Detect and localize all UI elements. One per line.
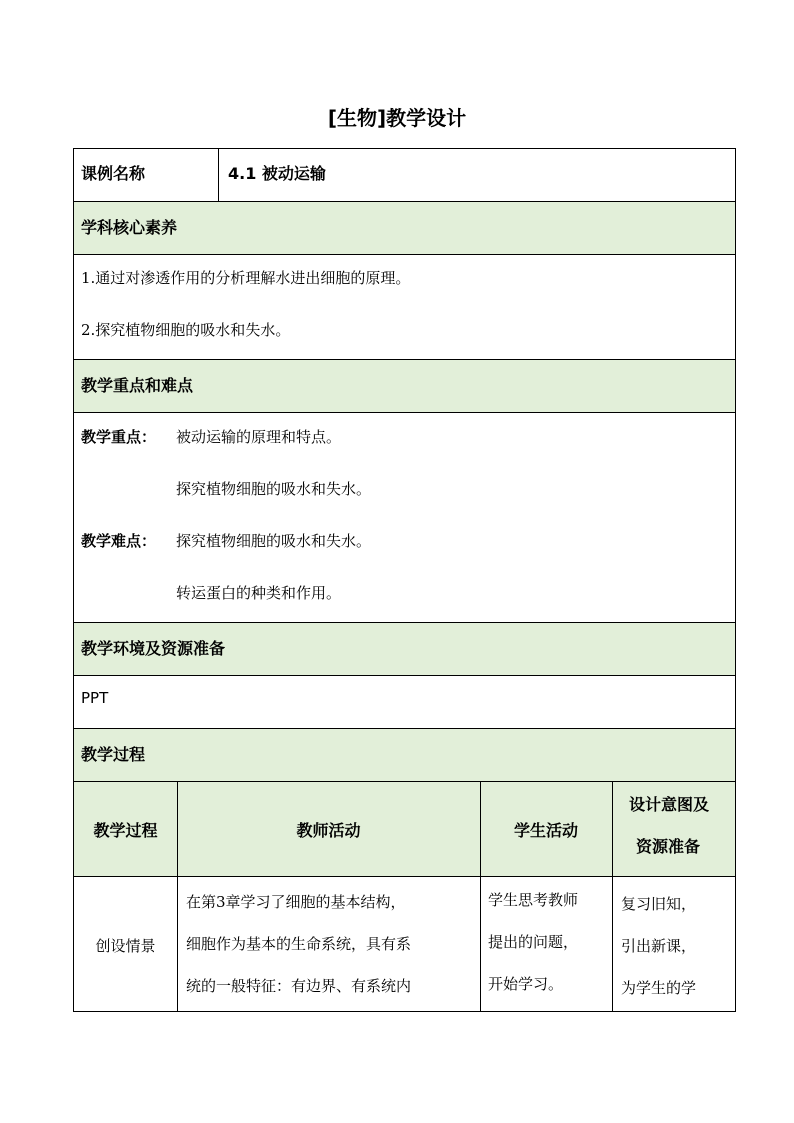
student-line-1: 学生思考教师 bbox=[488, 891, 579, 909]
lesson-value: 4.1 被动运输 bbox=[228, 164, 326, 183]
environment-value: PPT bbox=[81, 689, 109, 707]
difficulty-item-2: 转运蛋白的种类和作用。 bbox=[176, 584, 342, 602]
process-heading-row bbox=[73, 728, 736, 781]
col-intent-line2: 资源准备 bbox=[636, 837, 701, 856]
page-title: [生物]教学设计 bbox=[327, 106, 467, 130]
literacy-heading: 学科核心素养 bbox=[81, 218, 178, 237]
environment-content-row bbox=[73, 675, 736, 728]
difficulty-item-1: 探究植物细胞的吸水和失水。 bbox=[176, 532, 372, 550]
literacy-item-1: 1.通过对渗透作用的分析理解水进出细胞的原理。 bbox=[81, 269, 411, 287]
lesson-row bbox=[73, 148, 736, 201]
lesson-label: 课例名称 bbox=[81, 164, 146, 183]
keypoints-content-row bbox=[73, 412, 736, 622]
student-line-2: 提出的问题， bbox=[488, 933, 579, 951]
col-intent-line1: 设计意图及 bbox=[629, 795, 710, 814]
student-line-3: 开始学习。 bbox=[488, 975, 564, 993]
process-row bbox=[73, 876, 736, 1012]
difficulty-label: 教学难点： bbox=[81, 532, 157, 550]
keypoints-heading: 教学重点和难点 bbox=[81, 376, 194, 395]
intent-line-3: 为学生的学 bbox=[621, 979, 697, 997]
teacher-line-1: 在第3章学习了细胞的基本结构， bbox=[186, 893, 406, 911]
teacher-line-2: 细胞作为基本的生命系统，具有系 bbox=[186, 935, 412, 953]
focus-item-1: 被动运输的原理和特点。 bbox=[176, 428, 342, 446]
environment-heading: 教学环境及资源准备 bbox=[81, 639, 226, 658]
process-heading: 教学过程 bbox=[81, 745, 146, 764]
col-student: 学生活动 bbox=[513, 821, 578, 840]
keypoints-heading-row bbox=[73, 359, 736, 412]
stage-cell: 创设情景 bbox=[95, 936, 156, 955]
focus-label: 教学重点： bbox=[81, 428, 157, 446]
literacy-item-2: 2.探究植物细胞的吸水和失水。 bbox=[81, 321, 291, 339]
teacher-line-3: 统的一般特征：有边界、有系统内 bbox=[186, 977, 412, 995]
literacy-heading-row bbox=[73, 201, 736, 254]
focus-item-2: 探究植物细胞的吸水和失水。 bbox=[176, 480, 372, 498]
intent-line-2: 引出新课， bbox=[621, 937, 697, 955]
literacy-content-row bbox=[73, 254, 736, 359]
col-teacher: 教师活动 bbox=[296, 821, 361, 840]
intent-line-1: 复习旧知， bbox=[621, 895, 697, 913]
process-columns-row bbox=[73, 781, 736, 876]
environment-heading-row bbox=[73, 622, 736, 675]
col-stage: 教学过程 bbox=[93, 821, 158, 840]
